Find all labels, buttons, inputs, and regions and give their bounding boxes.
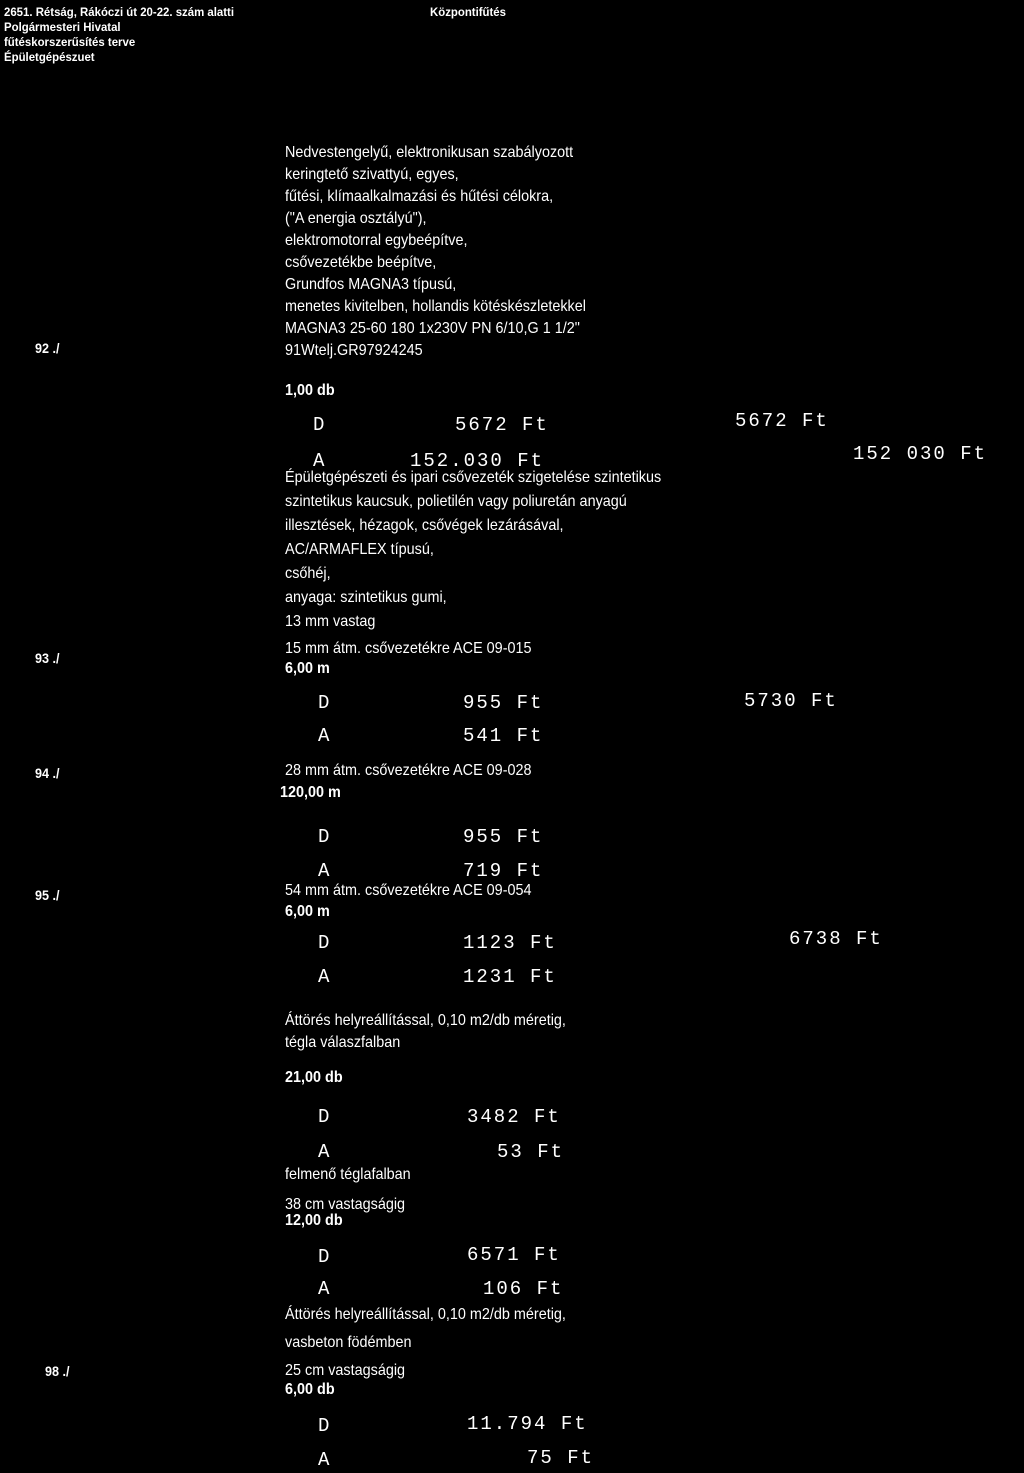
- header-section-title: Központifűtés: [430, 5, 506, 19]
- item-92-number: 92 ./: [35, 340, 60, 356]
- item-95-number: 95 ./: [35, 887, 60, 903]
- item-98-d-label: D: [318, 1415, 332, 1437]
- item-92-description: [285, 142, 586, 362]
- desc-line: Áttörés helyreállítással, 0,10 m2/db méretig,: [285, 1012, 566, 1029]
- header-line: 2651. Rétság, Rákóczi út 20-22. szám alatti: [4, 5, 235, 19]
- item-98-quantity: 6,00 db: [285, 1381, 335, 1398]
- item-92-a-total: 152 030 Ft: [853, 443, 988, 465]
- item-95-description: 54 mm átm. csővezetékre ACE 09-054: [285, 882, 532, 899]
- item-93-quantity: 6,00 m: [285, 660, 330, 677]
- item-98-description: [285, 1301, 566, 1385]
- item-95-d-price: 1123 Ft: [463, 932, 557, 954]
- desc-line: csőhéj,: [285, 565, 331, 582]
- item-97-d-price: 6571 Ft: [467, 1244, 561, 1266]
- item-98-a-label: A: [318, 1449, 332, 1471]
- item-95-a-price: 1231 Ft: [463, 966, 557, 988]
- item-93-a-price: 541 Ft: [463, 725, 544, 747]
- desc-line: elektromotorral egybeépítve,: [285, 232, 468, 249]
- header-line: fűtéskorszerűsítés terve: [4, 35, 136, 49]
- desc-line: tégla válaszfalban: [285, 1034, 401, 1051]
- item-98-a-price: 75 Ft: [527, 1447, 595, 1469]
- item-96-a-price: 53 Ft: [497, 1141, 565, 1163]
- desc-line: 38 cm vastagságig: [285, 1196, 406, 1213]
- item-94-quantity: 120,00 m: [280, 784, 341, 801]
- desc-line: 13 mm vastag: [285, 613, 376, 630]
- desc-line: illesztések, hézagok, csővégek lezárásával,: [285, 517, 564, 534]
- desc-line: 25 cm vastagságig: [285, 1362, 406, 1379]
- item-97-quantity: 12,00 db: [285, 1212, 343, 1229]
- desc-line: AC/ARMAFLEX típusú,: [285, 541, 434, 558]
- item-95-d-total: 6738 Ft: [789, 928, 883, 950]
- header-project-info: [4, 5, 234, 65]
- desc-line: menetes kivitelben, hollandis kötéskészletekkel: [285, 298, 586, 315]
- desc-line: 91Wtelj.GR97924245: [285, 342, 423, 359]
- item-92-quantity: 1,00 db: [285, 382, 335, 399]
- item-92-d-total: 5672 Ft: [735, 410, 829, 432]
- desc-line: anyaga: szintetikus gumi,: [285, 589, 447, 606]
- item-96-a-label: A: [318, 1141, 332, 1163]
- item-94-d-label: D: [318, 826, 332, 848]
- item-92-a-label: A: [313, 450, 327, 472]
- header-line: Polgármesteri Hivatal: [4, 20, 121, 34]
- item-96-description: [285, 1010, 566, 1054]
- item-96-quantity: 21,00 db: [285, 1069, 343, 1086]
- item-92-a-price: 152.030 Ft: [410, 450, 545, 472]
- desc-line: ("A energia osztályú"),: [285, 210, 427, 227]
- item-95-d-label: D: [318, 932, 332, 954]
- desc-line: keringtető szivattyú, egyes,: [285, 166, 459, 183]
- item-95-a-label: A: [318, 966, 332, 988]
- item-97-a-price: 106 Ft: [483, 1278, 564, 1300]
- desc-line: szintetikus kaucsuk, polietilén vagy poliuretán anyagú: [285, 493, 627, 510]
- desc-line: MAGNA3 25-60 180 1x230V PN 6/10,G 1 1/2": [285, 320, 580, 337]
- desc-line: vasbeton födémben: [285, 1334, 412, 1351]
- item-97-d-label: D: [318, 1246, 332, 1268]
- desc-line: Épületgépészeti és ipari csővezeték szigetelése szintetikus: [285, 469, 662, 486]
- item-93-d-total: 5730 Ft: [744, 690, 838, 712]
- desc-line: Áttörés helyreállítással, 0,10 m2/db méretig,: [285, 1306, 566, 1323]
- desc-line: Grundfos MAGNA3 típusú,: [285, 276, 457, 293]
- item-93-d-label: D: [318, 692, 332, 714]
- item-97-a-label: A: [318, 1278, 332, 1300]
- header-line: Épületgépészuet: [4, 50, 95, 64]
- item-94-d-price: 955 Ft: [463, 826, 544, 848]
- desc-line: fűtési, klímaalkalmazási és hűtési célokra,: [285, 188, 554, 205]
- item-96-d-price: 3482 Ft: [467, 1106, 561, 1128]
- item-94-description: 28 mm átm. csővezetékre ACE 09-028: [285, 762, 532, 779]
- item-93-description: 15 mm átm. csővezetékre ACE 09-015: [285, 640, 532, 657]
- item-93-number: 93 ./: [35, 650, 60, 666]
- desc-line: Nedvestengelyű, elektronikusan szabályozott: [285, 144, 574, 161]
- item-94-number: 94 ./: [35, 765, 60, 781]
- insulation-description: [285, 466, 661, 634]
- item-92-d-label: D: [313, 414, 327, 436]
- desc-line: felmenő téglafalban: [285, 1166, 411, 1183]
- item-96-d-label: D: [318, 1106, 332, 1128]
- item-93-d-price: 955 Ft: [463, 692, 544, 714]
- item-95-quantity: 6,00 m: [285, 903, 330, 920]
- item-98-number: 98 ./: [45, 1363, 70, 1379]
- item-98-d-price: 11.794 Ft: [467, 1413, 588, 1435]
- item-93-a-label: A: [318, 725, 332, 747]
- item-92-d-price: 5672 Ft: [455, 414, 549, 436]
- item-94-a-price: 719 Ft: [463, 860, 544, 882]
- desc-line: csővezetékbe beépítve,: [285, 254, 437, 271]
- item-94-a-label: A: [318, 860, 332, 882]
